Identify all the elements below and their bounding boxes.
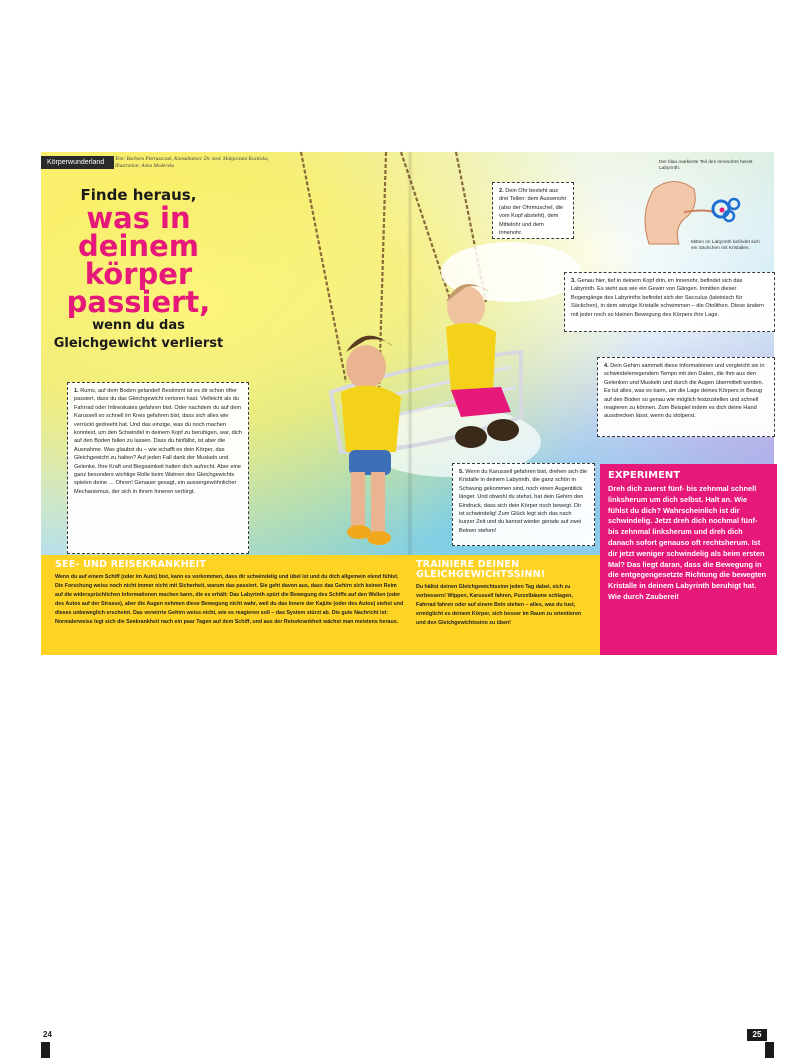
headline-after-line: Gleichgewicht verlierst: [53, 336, 224, 351]
headline-highlight-line: deinem: [78, 229, 199, 263]
info-box-4: [597, 357, 775, 437]
ear-caption-top: Der blau markierte Teil des Innenohrs heisst Labyrinth.: [659, 160, 753, 171]
headline-after-line: wenn du das: [92, 318, 185, 333]
credits-line: Illustration: Anna Moderska: [115, 162, 175, 169]
credits: [115, 156, 269, 169]
box-number: 4.: [604, 363, 609, 369]
headline-highlight-line: was in: [86, 201, 191, 235]
box-number: 5.: [459, 469, 464, 475]
seasickness-text: Wenn du auf einem Schiff (oder im Auto) bist, kann es vorkommen, dass dir schwindelig und übel ist und du dich allgemein elend fühlst. Die Forschung weiss noch nicht immer nicht mit Sicherheit, warum das passiert. Sie geht davon aus, dass das Gehirn sich keinen Reim auf die widersprüchlichen Informationen machen kann, die es erhält: Das Labyrinth spürt die Bewegung des Schiffs auf den Wellen (oder des Autos auf der Strasse), aber die Augen nehmen diese Bewegung nicht wahr, weil du das Innere der Kajüte (oder des Autos) siehst und dieses unbeweglich erscheint. Das verwirrte Gehirn weiss nicht, wie es reagieren soll – das System stürzt ab. Die gute Nachricht ist: Normalerweise legt sich die Seekrankheit nach ein paar Tagen auf dem Schiff, und aus der Reisekrankheit wächst man meistens heraus.: [55, 574, 404, 625]
box-text: Dein Ohr besteht aus drei Teilen: dem Aussenohr (also der Ohrmuschel, die vom Kopf absteht), dem Mittelohr und dem Innenohr.: [499, 188, 567, 237]
info-box-3: [564, 272, 775, 332]
box-text: Genau hier, tief in deinem Kopf drin, im Innenohr, befindet sich das Labyrinth. Es sieht aus wie ein Gewirr von Gängen. Inmitten dieser Bogengänge des Labyrinths befindet sich der Sacculus (lateinisch für Säckchen), in dem winzige Kristalle schwimmen – die Otolithen. Diese ändern mit jeder noch so kleinen Bewegung des Körpers ihre Lage.: [571, 278, 765, 318]
experiment-title: EXPERIMENT: [608, 470, 681, 481]
box-number: 2.: [499, 188, 504, 194]
ear-diagram: [629, 160, 764, 265]
ear-caption-bottom: Mitten im Labyrinth befindet sich ein Säckchen mit Kristallen.: [691, 240, 760, 251]
magazine-spread: [41, 152, 774, 1039]
box-text: Dein Gehirn sammelt diese Informationen und vergleicht sie in schwindelerregendem Tempo mit den Daten, die ihm aus den Gelenken und Muskeln und durch die Augen übermittelt werden. Es tut alles, was es kann, um die Lage deines Körpers in Bezug auf den Boden so genau wie möglich festzustellen und schnell reagieren zu können. Zum Beispiel indem es dich deine Hand ausstrecken lässt, wenn du stolperst.: [604, 363, 765, 420]
box-number: 3.: [571, 278, 576, 284]
experiment-text: Dreh dich zuerst fünf- bis zehnmal schnell linksherum um dich selbst. Halt an. Wie fühlst du dich? Wahrscheinlich ist dir schwindelig. Jetzt dreh dich nochmal fünf- bis zehnmal linksherum und dreh dich danach sofort genauso oft rechtsherum. Ist dir jetzt weniger schwindelig als beim ersten Mal? Das liegt daran, dass die Bewegung in die entgegengesetzte Richtung die bewegten Kristalle in deinem Labyrinth beruhigt hat. Wie durch Zauberei!: [608, 484, 767, 601]
page-number-right: 25: [747, 1029, 767, 1041]
page-number-left: 24: [43, 1030, 52, 1039]
seasickness-title: SEE- UND REISEKRANKHEIT: [55, 559, 206, 570]
box-number: 1.: [74, 388, 79, 394]
training-text: Du hältst deinen Gleichgewichtssinn jeden Tag dabei, sich zu verbessern! Wippen, Karussell fahren, Purzelbäume schlagen, Fahrrad fahren oder auf einem Bein stehen – alles, was du tust, ermöglicht es deinem Körper, sich besser im Raum zu orientieren und den Gleichgewichtssinn zu üben!: [416, 584, 582, 626]
training-section: [416, 560, 591, 628]
ear-icon: [639, 174, 754, 249]
corner-marker: [41, 1042, 50, 1058]
box-text: Wenn du Karussell gefahren bist, drehen sich die Kristalle in deinem Labyrinth, die ganz schön in Schwung gekommen sind, noch einen Augenblick länger. Und obwohl du stehst, hat dein Gehirn den Eindruck, dass sich dein Körper noch bewegt. Dir ist schwindelig! Zum Glück legt sich das nach kurzer Zeit und du kannst wieder gerade auf zwei Beinen stehen!: [459, 469, 588, 534]
info-box-2: [492, 182, 574, 239]
box-text: Rums, auf dem Boden gelandet! Bestimmt ist es dir schon öfter passiert, dass du das Gleichgewicht verloren hast. Vielleicht als du Fahrrad oder Inlineskates gefahren bist. Oder nachdem du auf dem Karussell so schnell im Kreis gefahren bist, dass sich alles wie verrückt gedreeht hat. Und das einzige, was du noch machen konntest, um den Schwindel in deinem Kopf zu beruhigen, war, dich auf den Boden fallen zu lassen. Dass du hinfällst, ist aber die Ausnahme. Was glaubst du – wie schafft es dein Körper, das Gleichgewicht zu halten? Auf jeden Fall dank der Muskeln und Gelenke. Ihre Kraft und Biegsamkeit halten dich aufrecht. Aber eine ganz besonders wichtige Rolle beim Wahren des Gleichgewichts spielen deine … Ohren! Genauer gesagt, ein aussergewöhnlicher Mechanismus, der sich in ihrem Inneren verbirgt.: [74, 388, 242, 495]
training-title: TRAINIERE DEINEN GLEICHGEWICHTSSINN!: [416, 559, 546, 580]
seasickness-section: [55, 560, 405, 627]
info-box-1: [67, 382, 249, 554]
headline-highlight-line: körper: [84, 257, 193, 291]
headline-highlight-line: passiert,: [66, 285, 211, 319]
credits-line: Text: Barbara Pietruszczak, Konsultation: Dr. med. Małgorzata Kozińska,: [115, 156, 269, 162]
corner-marker: [765, 1042, 774, 1058]
topic-tab: Körperwunderland: [41, 156, 114, 169]
headline: [41, 186, 236, 352]
headline-intro: Finde heraus,: [80, 186, 197, 204]
experiment-box: [600, 464, 777, 655]
info-box-5: [452, 463, 595, 546]
